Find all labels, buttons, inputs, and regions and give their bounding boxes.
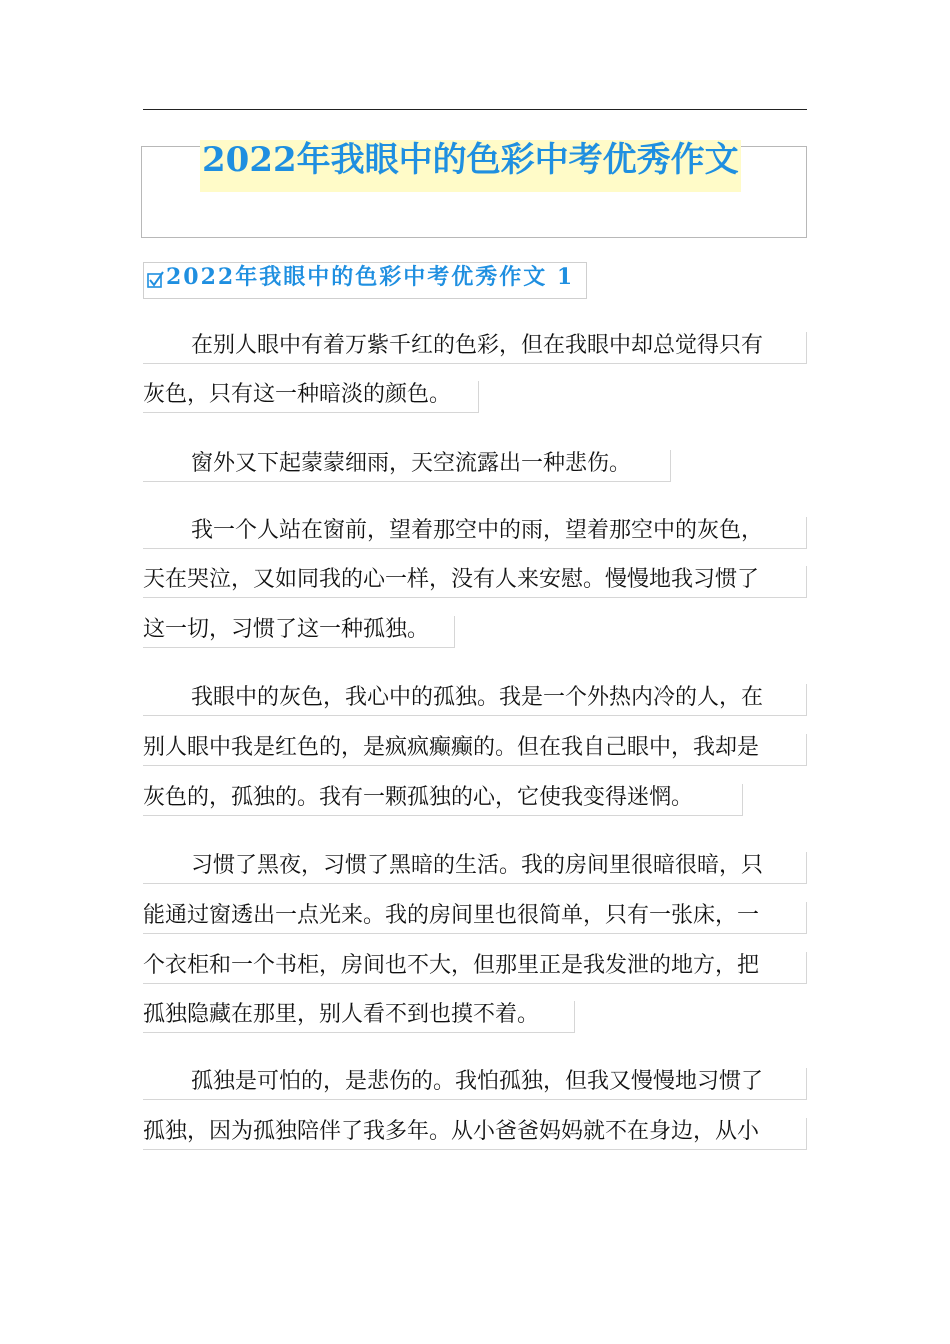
text-line: 孤独，因为孤独陪伴了我多年。从小爸爸妈妈就不在身边，从小 bbox=[143, 1118, 807, 1150]
text-line: 灰色的，孤独的。我有一颗孤独的心，它使我变得迷惘。 bbox=[143, 784, 743, 816]
section-heading: 2022年我眼中的色彩中考优秀作文 1 bbox=[166, 264, 575, 290]
text-line: 窗外又下起蒙蒙细雨，天空流露出一种悲伤。 bbox=[143, 450, 671, 482]
text-line: 习惯了黑夜，习惯了黑暗的生活。我的房间里很暗很暗，只 bbox=[143, 852, 807, 884]
text-line: 在别人眼中有着万紫千红的色彩，但在我眼中却总觉得只有 bbox=[143, 332, 807, 364]
text-line: 孤独是可怕的，是悲伤的。我怕孤独，但我又慢慢地习惯了 bbox=[143, 1068, 807, 1100]
top-rule bbox=[143, 109, 807, 110]
text-line: 个衣柜和一个书柜，房间也不大，但那里正是我发泄的地方，把 bbox=[143, 952, 807, 984]
text-line: 灰色，只有这一种暗淡的颜色。 bbox=[143, 381, 479, 413]
text-line: 我眼中的灰色，我心中的孤独。我是一个外热内冷的人，在 bbox=[143, 684, 807, 716]
checkbox-icon bbox=[147, 271, 165, 289]
text-line: 天在哭泣，又如同我的心一样，没有人来安慰。慢慢地我习惯了 bbox=[143, 566, 807, 598]
text-line: 这一切，习惯了这一种孤独。 bbox=[143, 616, 455, 648]
text-line: 能通过窗透出一点光来。我的房间里也很简单，只有一张床，一 bbox=[143, 902, 807, 934]
text-line: 别人眼中我是红色的，是疯疯癫癫的。但在我自己眼中，我却是 bbox=[143, 734, 807, 766]
text-line: 我一个人站在窗前，望着那空中的雨，望着那空中的灰色， bbox=[143, 517, 807, 549]
page-title: 2022年我眼中的色彩中考优秀作文 bbox=[200, 140, 741, 192]
text-line: 孤独隐藏在那里，别人看不到也摸不着。 bbox=[143, 1001, 575, 1033]
